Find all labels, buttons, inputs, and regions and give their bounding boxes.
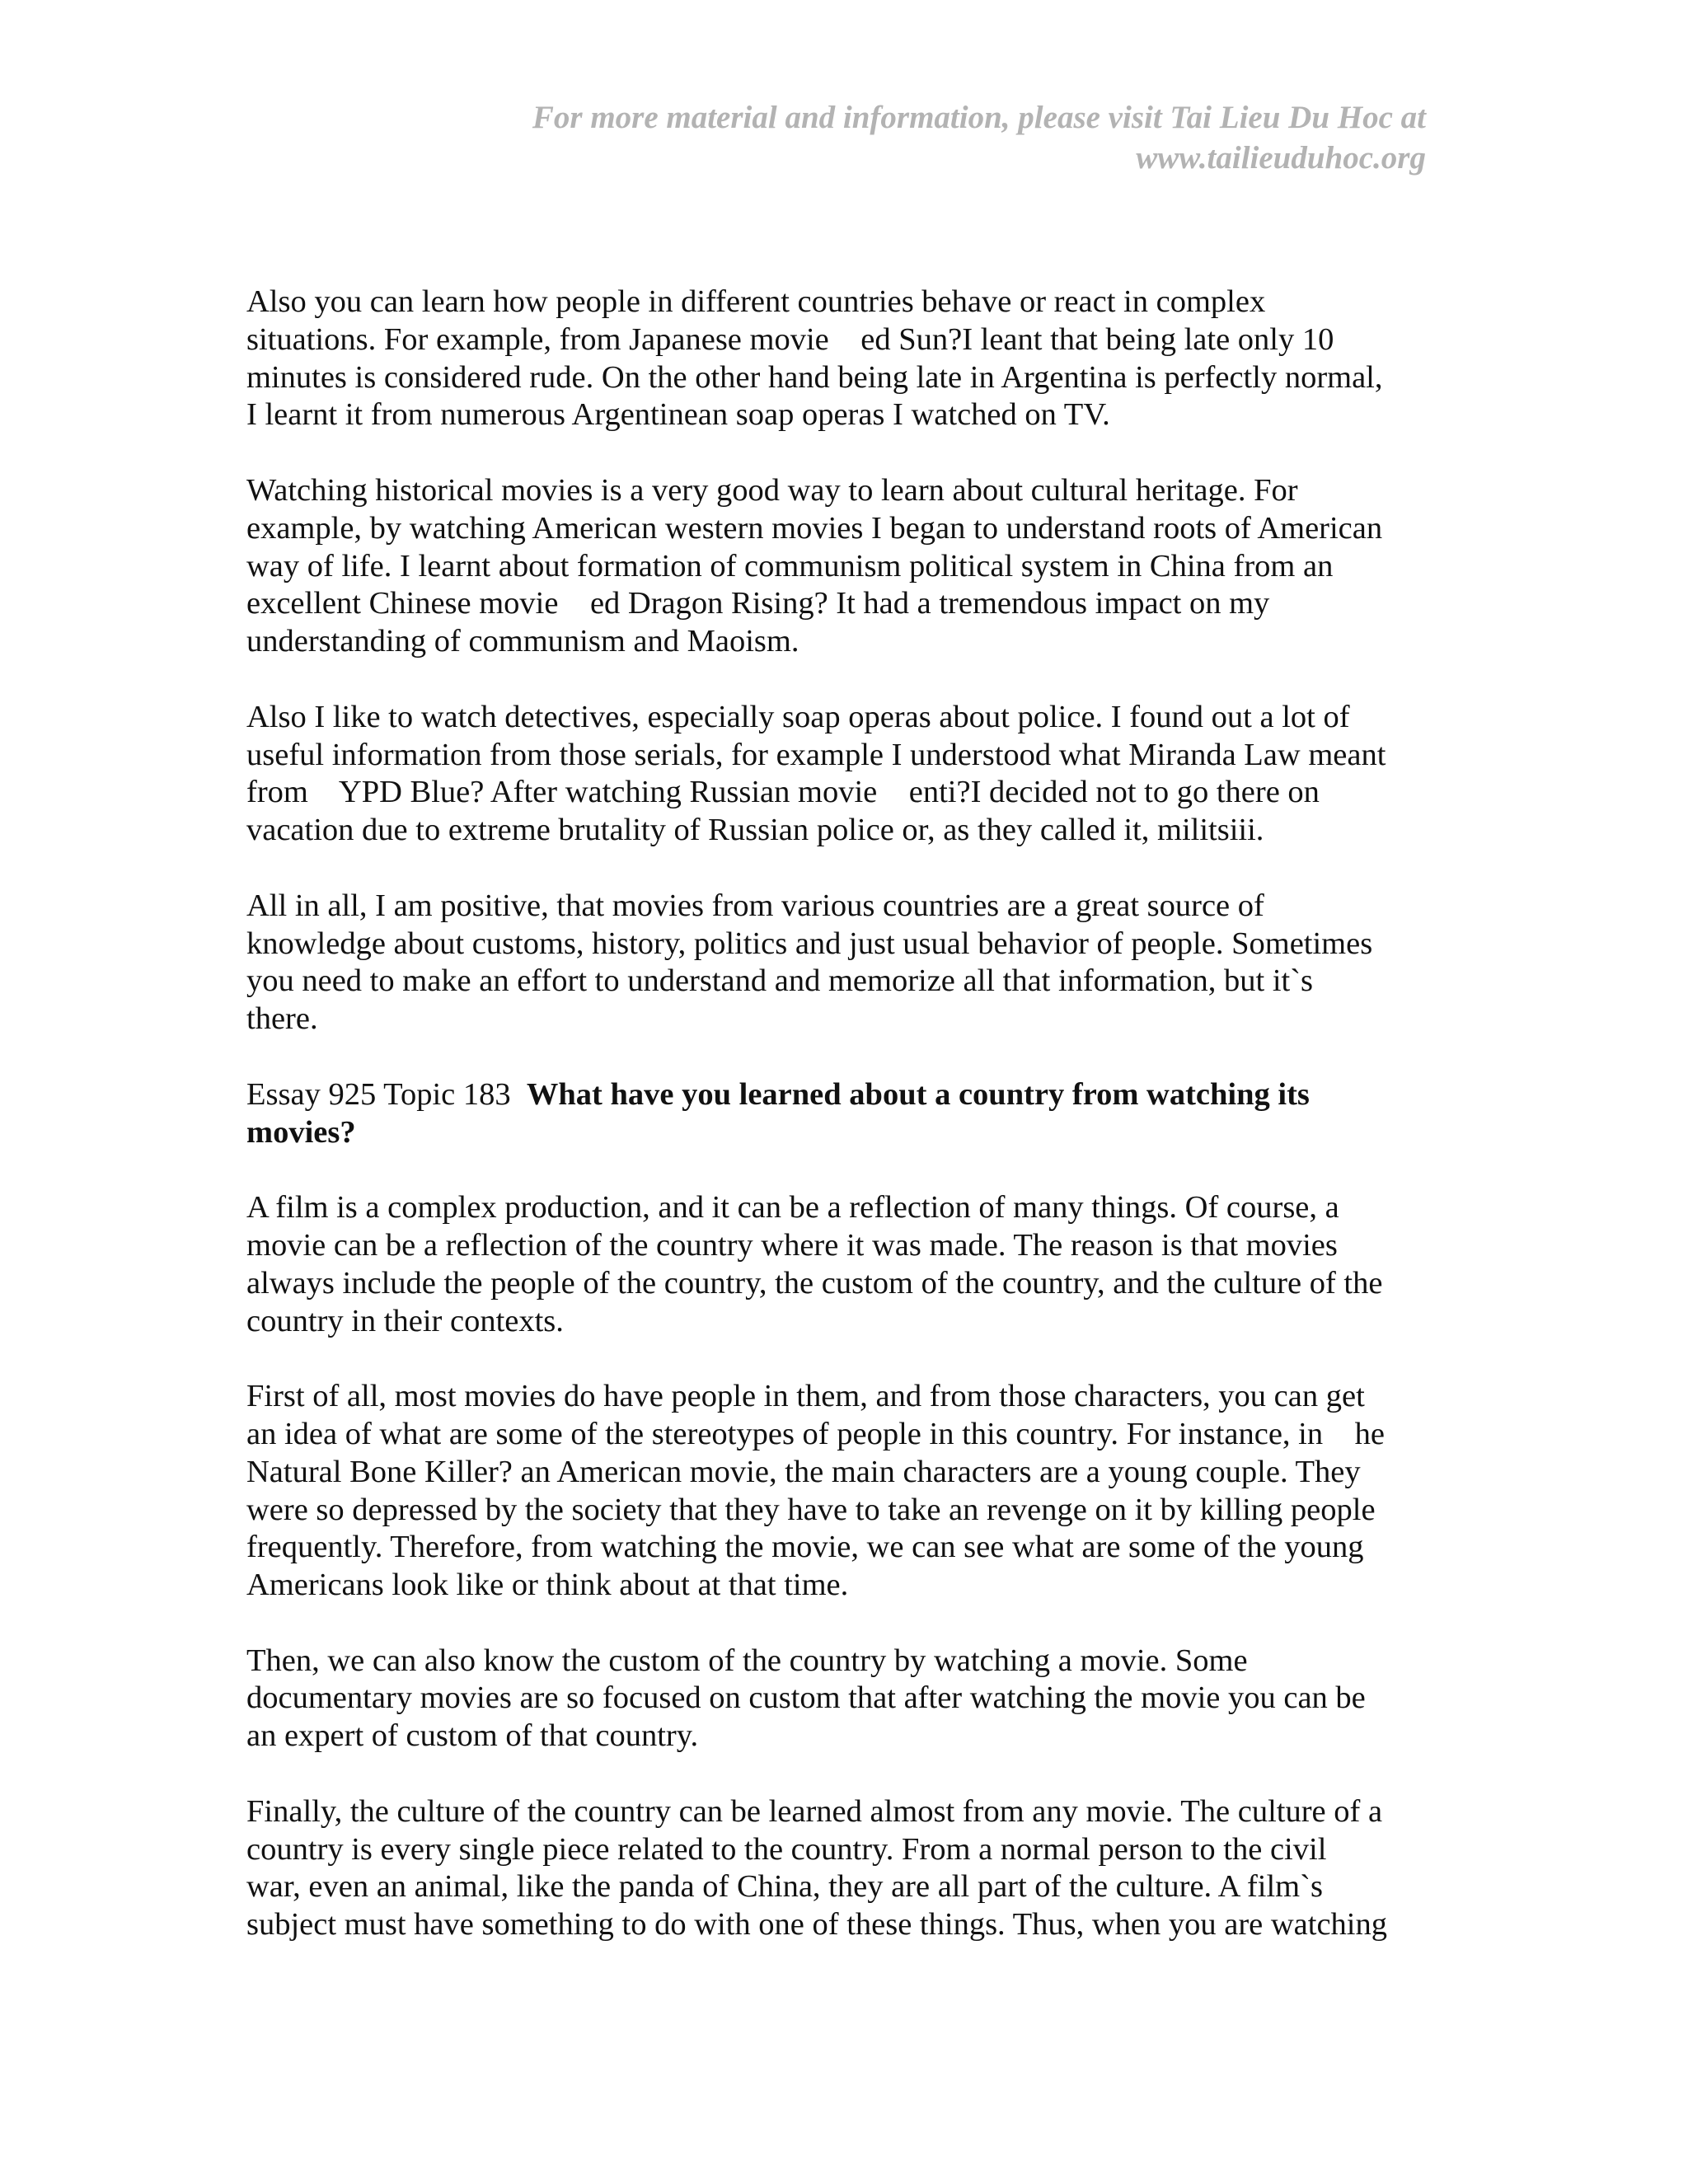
paragraph [246, 1378, 1450, 1605]
paragraph [246, 888, 1450, 1038]
text-line: A film is a complex production, and it can be a reflection of many things. Of course, a [246, 1190, 1339, 1226]
text-line: movie can be a reflection of the country where it was made. The reason is that movies [246, 1227, 1338, 1263]
text-line: Watching historical movies is a very good way to learn about cultural heritage. For [246, 472, 1298, 508]
essay-title-continued: movies? [246, 1114, 356, 1150]
text-line: understanding of communism and Maoism. [246, 624, 799, 659]
text-line: Natural Bone Killer? an American movie, the main characters are a young couple. They [246, 1454, 1361, 1489]
text-line: minutes is considered rude. On the other hand being late in Argentina is perfectly normal, [246, 359, 1383, 395]
paragraph [246, 1643, 1450, 1755]
text-line: example, by watching American western movies I began to understand roots of American [246, 510, 1383, 546]
essay-number: Essay 925 Topic 183 [246, 1076, 527, 1112]
text-line: from YPD Blue? After watching Russian movie enti?I decided not to go there on [246, 775, 1320, 810]
paragraph [246, 1793, 1450, 1944]
essay-heading-line [246, 1076, 1450, 1114]
text-line: country is every single piece related to the country. From a normal person to the civil [246, 1831, 1327, 1867]
text-line: vacation due to extreme brutality of Russian police or, as they called it, militsiii. [246, 813, 1264, 848]
text-line: you need to make an effort to understand and memorize all that information, but it`s [246, 963, 1314, 999]
text-line: All in all, I am positive, that movies from various countries are a great source of [246, 888, 1264, 923]
paragraph [246, 284, 1450, 434]
text-line: situations. For example, from Japanese movie ed Sun?I leant that being late only 10 [246, 321, 1334, 357]
essay-title: What have you learned about a country from watching its [526, 1076, 1310, 1112]
text-line: were so depressed by the society that they have to take an revenge on it by killing people [246, 1492, 1376, 1527]
text-line: useful information from those serials, for example I understood what Miranda Law meant [246, 737, 1386, 772]
text-line: always include the people of the country, the custom of the country, and the culture of the [246, 1265, 1383, 1301]
text-line: war, even an animal, like the panda of China, they are all part of the culture. A film`s [246, 1869, 1323, 1905]
text-line: Americans look like or think about at that time. [246, 1568, 849, 1603]
text-line: excellent Chinese movie ed Dragon Rising? It had a tremendous impact on my [246, 586, 1270, 621]
text-line: First of all, most movies do have people in them, and from those characters, you can get [246, 1379, 1365, 1414]
text-line: Finally, the culture of the country can be learned almost from any movie. The culture of a [246, 1793, 1383, 1829]
header-line: For more material and information, please visit Tai Lieu Du Hoc at [532, 100, 1426, 135]
text-line: I learnt it from numerous Argentinean soap operas I watched on TV. [246, 397, 1110, 433]
text-line: way of life. I learnt about formation of communism political system in China from an [246, 548, 1334, 583]
header-url: www.tailieuduhoc.org [1136, 140, 1426, 176]
text-line: Then, we can also know the custom of the country by watching a movie. Some [246, 1643, 1248, 1678]
text-line: there. [246, 1001, 318, 1037]
paragraph [246, 699, 1450, 850]
document-body [246, 284, 1450, 1982]
text-line: knowledge about customs, history, politics and just usual behavior of people. Sometimes [246, 926, 1373, 961]
text-line: Also you can learn how people in different countries behave or react in complex [246, 284, 1266, 319]
text-line: Also I like to watch detectives, especially soap operas about police. I found out a lot of [246, 699, 1350, 734]
paragraph [246, 472, 1450, 661]
essay-heading [246, 1076, 1450, 1152]
text-line: country in their contexts. [246, 1303, 564, 1338]
page-header [354, 97, 1426, 178]
text-line: documentary movies are so focused on custom that after watching the movie you can be [246, 1680, 1366, 1716]
text-line: an idea of what are some of the stereotypes of people in this country. For instance, in he [246, 1416, 1385, 1451]
text-line: subject must have something to do with one of these things. Thus, when you are watching [246, 1907, 1387, 1943]
paragraph [246, 1189, 1450, 1340]
text-line: an expert of custom of that country. [246, 1718, 699, 1754]
text-line: frequently. Therefore, from watching the movie, we can see what are some of the young [246, 1530, 1364, 1565]
